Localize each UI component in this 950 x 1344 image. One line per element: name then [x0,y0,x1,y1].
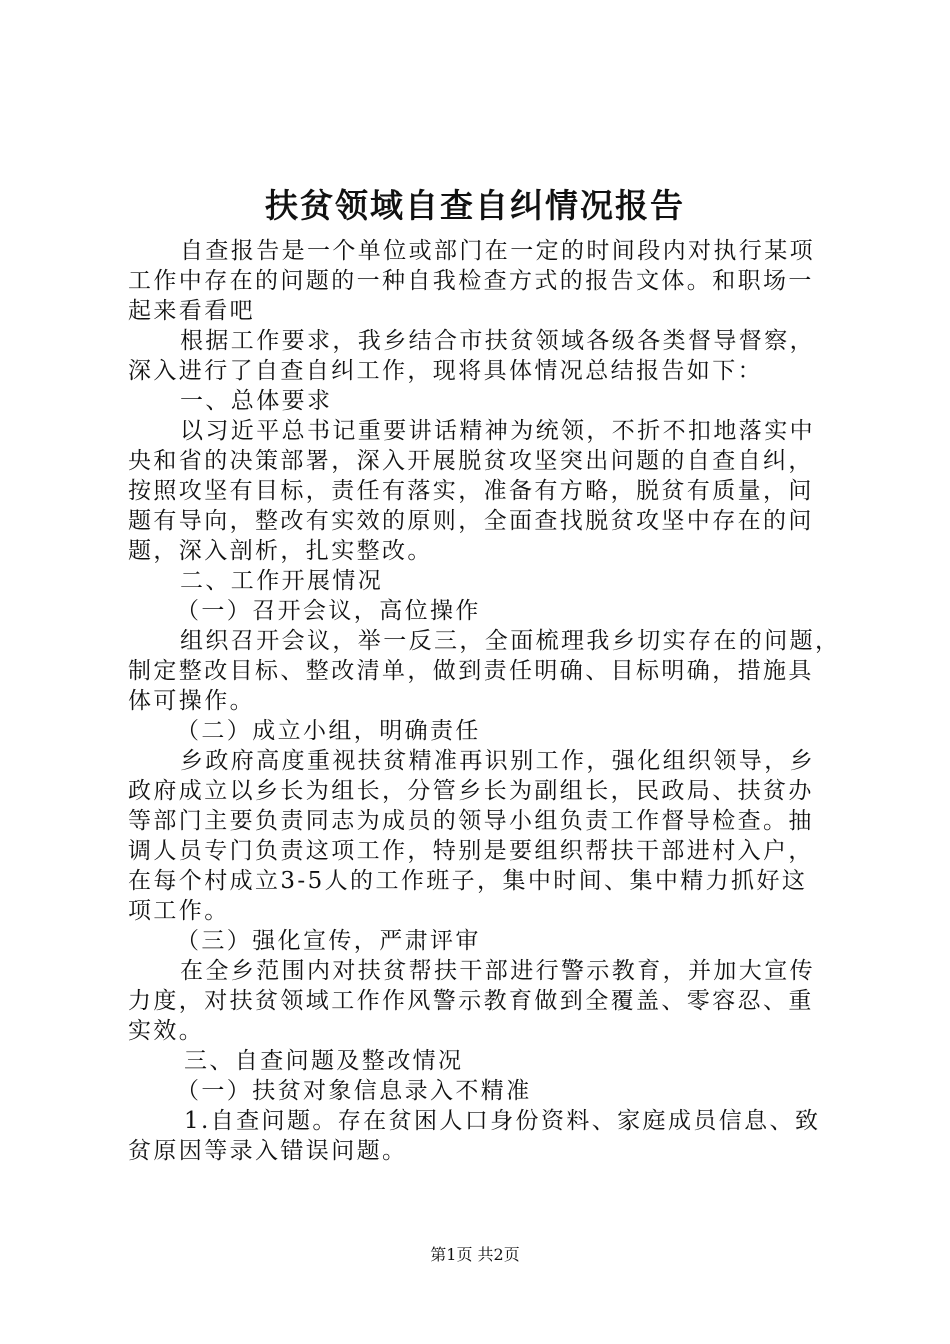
text-line: 三、自查问题及整改情况 [184,1048,464,1074]
text-line: 央和省的决策部署，深入开展脱贫攻坚突出问题的自查自纠， [128,448,814,474]
text-line: （一）召开会议，高位操作 [176,598,481,624]
text-line: 政府成立以乡长为组长，分管乡长为副组长，民政局、扶贫办 [128,778,814,804]
text-line: 根据工作要求，我乡结合市扶贫领域各级各类督导督察， [180,328,815,354]
text-line: 制定整改目标、整改清单，做到责任明确、目标明确，措施具 [128,658,814,684]
text-line: 等部门主要负责同志为成员的领导小组负责工作督导检查。抽 [128,808,814,834]
document-title: 扶贫领域自查自纠情况报告 [265,186,685,225]
text-line: 在每个村成立3-5人的工作班子，集中时间、集中精力抓好这 [128,868,808,894]
text-line: 题有导向，整改有实效的原则，全面查找脱贫攻坚中存在的问 [128,508,814,534]
text-line: 按照攻坚有目标，责任有落实，准备有方略，脱贫有质量，问 [128,478,814,504]
document-body [128,236,841,1166]
text-line: 组织召开会议，举一反三，全面梳理我乡切实存在的问题， [180,628,841,654]
text-line: （二）成立小组，明确责任 [176,718,481,744]
text-line: 乡政府高度重视扶贫精准再识别工作，强化组织领导，乡 [180,748,815,774]
text-line: 项工作。 [128,898,230,924]
text-line: 一、总体要求 [180,388,333,414]
text-line: 调人员专门负责这项工作，特别是要组织帮扶干部进村入户， [128,838,814,864]
text-line: （一）扶贫对象信息录入不精准 [176,1078,532,1104]
text-line: 工作中存在的问题的一种自我检查方式的报告文体。和职场一 [128,268,814,294]
text-line: 题，深入剖析，扎实整改。 [128,538,433,564]
text-line: 起来看看吧 [128,298,255,324]
text-line: 二、工作开展情况 [180,568,384,594]
text-line: 贫原因等录入错误问题。 [128,1138,408,1164]
text-line: 1.自查问题。存在贫困人口身份资料、家庭成员信息、致 [184,1108,821,1134]
text-line: （三）强化宣传，严肃评审 [176,928,481,954]
text-line: 实效。 [128,1018,205,1044]
text-line: 自查报告是一个单位或部门在一定的时间段内对执行某项 [180,238,815,264]
text-line: 以习近平总书记重要讲话精神为统领，不折不扣地落实中 [180,418,815,444]
text-line: 深入进行了自查自纠工作，现将具体情况总结报告如下： [128,358,763,384]
text-line: 力度，对扶贫领域工作作风警示教育做到全覆盖、零容忍、重 [128,988,814,1014]
page-footer: 第1页 共2页 [430,1245,520,1264]
text-line: 在全乡范围内对扶贫帮扶干部进行警示教育，并加大宣传 [180,958,815,984]
text-line: 体可操作。 [128,688,255,714]
